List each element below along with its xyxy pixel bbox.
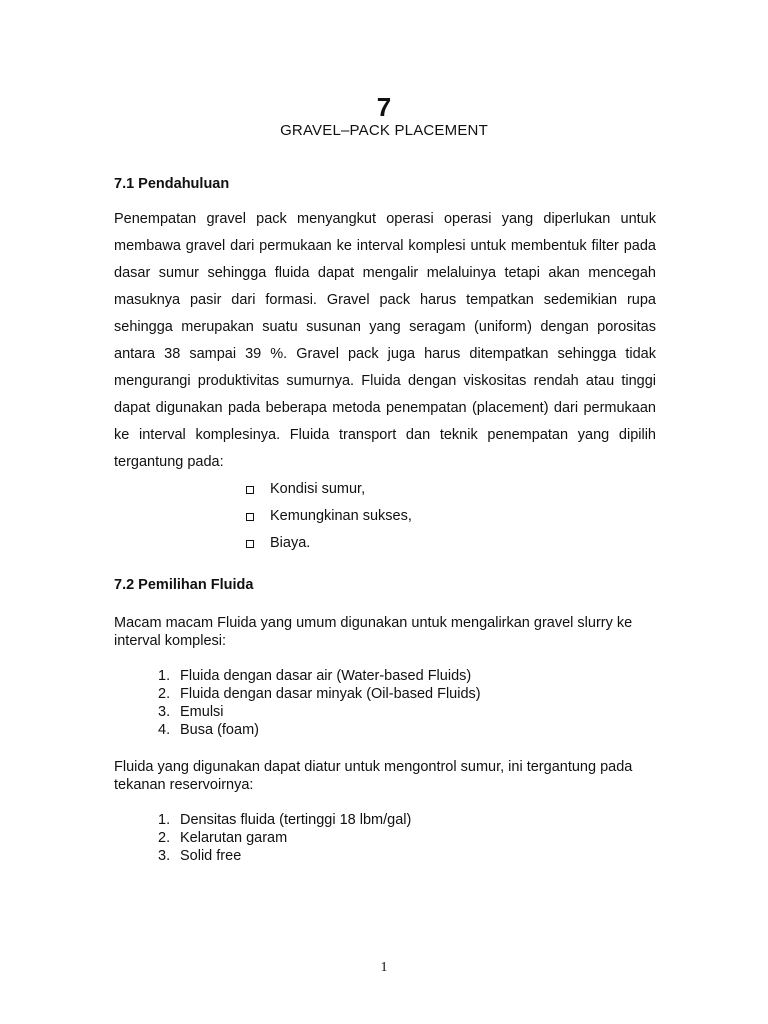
fluid-types-intro: Macam macam Fluida yang umum digunakan untuk mengalirkan gravel slurry ke interval komplesi: [114, 615, 633, 649]
chapter-number: 7 [376, 92, 392, 122]
list-item-text: Solid free [180, 848, 242, 864]
list-item [158, 667, 481, 685]
bullet-item [246, 476, 412, 503]
bullet-item [246, 503, 412, 530]
list-item [158, 721, 481, 739]
list-item-number: 2. [158, 686, 171, 702]
list-item-number: 2. [158, 830, 171, 846]
fluid-control-paragraph: Fluida yang digunakan dapat diatur untuk mengontrol sumur, ini tergantung pada tekanan reservoirnya: [114, 759, 633, 793]
list-item-text: Kelarutan garam [180, 830, 288, 846]
fluid-properties-list [158, 811, 411, 865]
list-item [158, 703, 481, 721]
bullet-item [246, 530, 412, 557]
chapter-title: GRAVEL–PACK PLACEMENT [280, 122, 488, 139]
list-item-number: 1. [158, 812, 171, 828]
bullet-item-text: Biaya. [270, 535, 311, 551]
criteria-bullet-list [246, 476, 412, 557]
section-heading-pendahuluan: 7.1 Pendahuluan [114, 176, 230, 192]
bullet-item-text: Kondisi sumur, [270, 481, 366, 497]
list-item-number: 4. [158, 722, 171, 738]
square-bullet-icon [246, 486, 254, 494]
list-item-number: 3. [158, 704, 171, 720]
list-item-text: Emulsi [180, 704, 224, 720]
square-bullet-icon [246, 540, 254, 548]
section-heading-pemilihan-fluida: 7.2 Pemilihan Fluida [114, 577, 254, 593]
list-item [158, 685, 481, 703]
list-item [158, 829, 411, 847]
list-item-number: 3. [158, 848, 171, 864]
bullet-item-text: Kemungkinan sukses, [270, 508, 412, 524]
list-item [158, 811, 411, 829]
list-item-text: Densitas fluida (tertinggi 18 lbm/gal) [180, 812, 412, 828]
list-item [158, 847, 411, 865]
square-bullet-icon [246, 513, 254, 521]
fluid-types-list [158, 667, 481, 739]
page-number: 1 [380, 960, 388, 975]
list-item-text: Fluida dengan dasar minyak (Oil-based Fluids) [180, 686, 481, 702]
list-item-text: Fluida dengan dasar air (Water-based Fluids) [180, 668, 472, 684]
list-item-text: Busa (foam) [180, 722, 259, 738]
list-item-number: 1. [158, 668, 171, 684]
section-paragraph-pendahuluan: Penempatan gravel pack menyangkut operasi operasi yang diperlukan untuk membawa gravel dari permukaan ke interval komplesi untuk membentuk filter pada dasar sumur sehingga fluida dapat mengalir melaluinya tetapi akan mencegah masuknya pasir dari formasi. Gravel pack harus tempatkan sedemikian rupa sehingga merupakan suatu susunan yang seragam (uniform) dengan porositas antara 38 sampai 39 %. Gravel pack juga harus ditempatkan sehingga tidak mengurangi produktivitas sumurnya. Fluida dengan viskositas rendah atau tinggi dapat digunakan pada beberapa metoda penempatan (placement) dari permukaan ke interval komplesinya. Fluida transport dan teknik penempatan yang dipilih tergantung pada: [114, 211, 656, 470]
